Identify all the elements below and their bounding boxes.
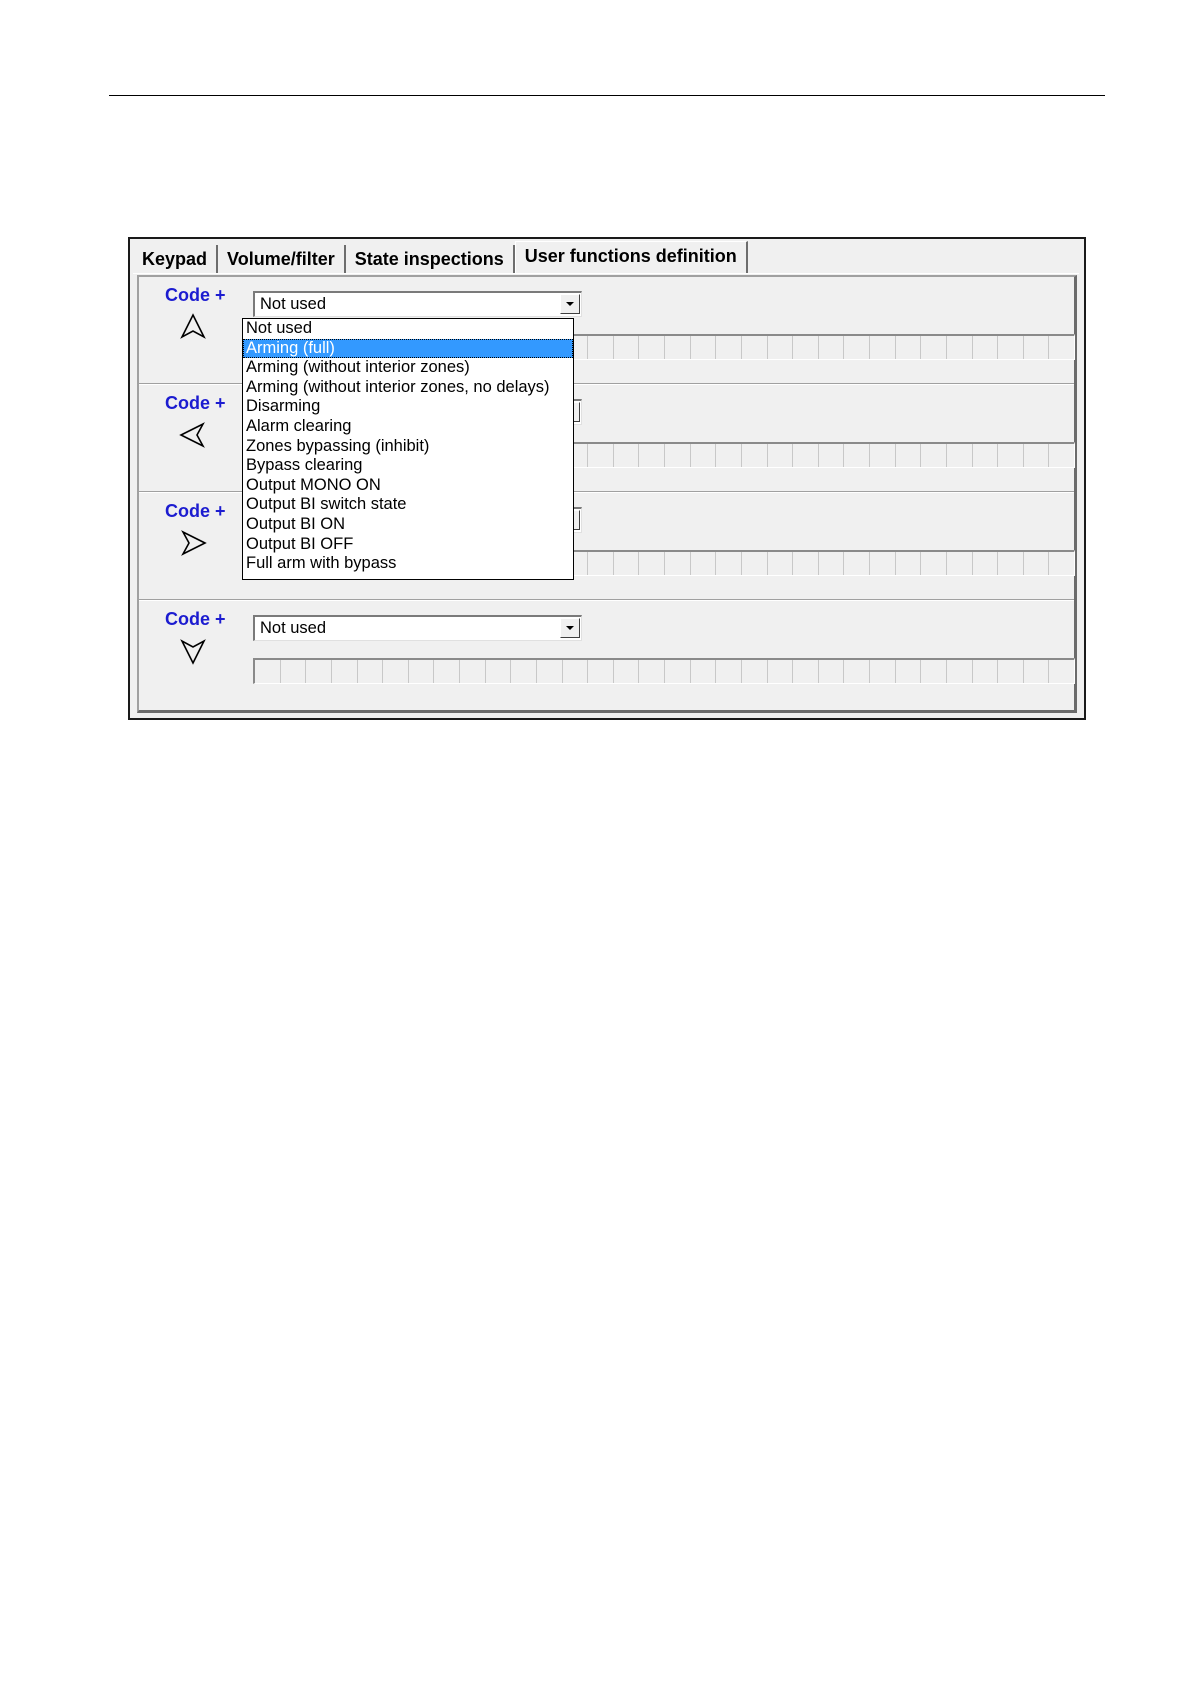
- sequence-cell[interactable]: [973, 552, 999, 575]
- sequence-cell[interactable]: [768, 336, 794, 359]
- sequence-cell[interactable]: [588, 552, 614, 575]
- sequence-cell[interactable]: [870, 552, 896, 575]
- sequence-cell[interactable]: [486, 660, 512, 683]
- sequence-cell[interactable]: [1049, 552, 1074, 575]
- sequence-cell[interactable]: [1024, 336, 1050, 359]
- sequence-cell[interactable]: [434, 660, 460, 683]
- code-plus-label: Code +: [165, 609, 226, 629]
- code-plus-label: Code +: [165, 393, 226, 413]
- sequence-cell[interactable]: [255, 660, 281, 683]
- sequence-cell[interactable]: [973, 336, 999, 359]
- down-arrow-icon: [178, 636, 208, 666]
- right-arrow-icon: [178, 528, 208, 558]
- sequence-cell[interactable]: [588, 660, 614, 683]
- function-select-value: Not used: [260, 619, 327, 637]
- sequence-cell[interactable]: [921, 444, 947, 467]
- left-arrow-icon: [178, 420, 208, 450]
- sequence-cell[interactable]: [460, 660, 486, 683]
- sequence-cell[interactable]: [921, 336, 947, 359]
- sequence-cell[interactable]: [742, 444, 768, 467]
- sequence-cell[interactable]: [998, 552, 1024, 575]
- dropdown-option[interactable]: Alarm clearing: [246, 416, 352, 435]
- tab-state-inspections[interactable]: State inspections: [346, 245, 515, 273]
- tab-keypad[interactable]: Keypad: [133, 245, 218, 273]
- tab-volume-filter[interactable]: Volume/filter: [218, 245, 346, 273]
- sequence-cell[interactable]: [947, 660, 973, 683]
- sequence-cell[interactable]: [998, 336, 1024, 359]
- sequence-cell[interactable]: [537, 660, 563, 683]
- dropdown-option[interactable]: Arming (without interior zones): [246, 358, 470, 377]
- function-select-value: Not used: [260, 295, 327, 313]
- sequence-cell[interactable]: [768, 660, 794, 683]
- dropdown-option[interactable]: Disarming: [246, 397, 321, 416]
- sequence-cell[interactable]: [639, 660, 665, 683]
- sequence-cell[interactable]: [332, 660, 358, 683]
- sequence-cell[interactable]: [921, 660, 947, 683]
- sequence-cell[interactable]: [281, 660, 307, 683]
- sequence-cell[interactable]: [383, 660, 409, 683]
- tab-user-functions-definition[interactable]: User functions definition: [515, 241, 748, 273]
- sequence-cell[interactable]: [1024, 444, 1050, 467]
- sequence-cell[interactable]: [844, 660, 870, 683]
- sequence-cell[interactable]: [1049, 336, 1074, 359]
- sequence-cell[interactable]: [639, 444, 665, 467]
- sequence-cell[interactable]: [691, 336, 717, 359]
- sequence-cell[interactable]: [691, 660, 717, 683]
- function-select-up[interactable]: [253, 291, 582, 317]
- sequence-cell[interactable]: [665, 552, 691, 575]
- code-plus-label: Code +: [165, 501, 226, 521]
- sequence-cell[interactable]: [1049, 444, 1074, 467]
- sequence-cell[interactable]: [716, 444, 742, 467]
- sequence-cell[interactable]: [1024, 552, 1050, 575]
- page-header-rule: [109, 95, 1105, 96]
- up-arrow-icon: [178, 312, 208, 342]
- sequence-cell[interactable]: [665, 660, 691, 683]
- sequence-cell[interactable]: [639, 552, 665, 575]
- sequence-cell[interactable]: [614, 444, 640, 467]
- sequence-field-down[interactable]: [253, 658, 1075, 684]
- function-select-down[interactable]: [253, 615, 582, 641]
- sequence-cell[interactable]: [614, 336, 640, 359]
- dropdown-option[interactable]: Output BI OFF: [246, 534, 354, 553]
- dropdown-option[interactable]: Output BI switch state: [246, 495, 407, 514]
- chevron-down-icon[interactable]: [560, 294, 580, 314]
- sequence-cell[interactable]: [742, 336, 768, 359]
- dropdown-option[interactable]: Output MONO ON: [246, 475, 381, 494]
- dropdown-option[interactable]: Full arm with bypass: [246, 554, 397, 573]
- chevron-down-icon[interactable]: [560, 618, 580, 638]
- sequence-cell[interactable]: [742, 660, 768, 683]
- dropdown-option[interactable]: Arming (without interior zones, no delays): [246, 377, 550, 396]
- sequence-cell[interactable]: [1049, 660, 1074, 683]
- sequence-cell[interactable]: [973, 444, 999, 467]
- sequence-cell[interactable]: [947, 444, 973, 467]
- sequence-cell[interactable]: [793, 660, 819, 683]
- function-dropdown-list[interactable]: [242, 318, 574, 580]
- sequence-cell[interactable]: [768, 444, 794, 467]
- sequence-cell[interactable]: [921, 552, 947, 575]
- sequence-cell[interactable]: [896, 444, 922, 467]
- sequence-cell[interactable]: [409, 660, 435, 683]
- sequence-cell[interactable]: [1024, 660, 1050, 683]
- sequence-cell[interactable]: [844, 444, 870, 467]
- sequence-cell[interactable]: [998, 444, 1024, 467]
- sequence-cell[interactable]: [870, 444, 896, 467]
- sequence-cell[interactable]: [896, 660, 922, 683]
- sequence-cell[interactable]: [563, 660, 589, 683]
- sequence-cell[interactable]: [768, 552, 794, 575]
- tab-strip-line: [133, 273, 1079, 274]
- sequence-cell[interactable]: [793, 444, 819, 467]
- sequence-cell[interactable]: [716, 336, 742, 359]
- sequence-cell[interactable]: [614, 552, 640, 575]
- sequence-cell[interactable]: [306, 660, 332, 683]
- function-row-down: [139, 601, 1074, 709]
- sequence-cell[interactable]: [844, 552, 870, 575]
- sequence-cell[interactable]: [793, 552, 819, 575]
- sequence-cell[interactable]: [819, 444, 845, 467]
- sequence-cell[interactable]: [896, 336, 922, 359]
- sequence-cell[interactable]: [947, 552, 973, 575]
- sequence-cell[interactable]: [691, 552, 717, 575]
- sequence-cell[interactable]: [665, 444, 691, 467]
- sequence-cell[interactable]: [947, 336, 973, 359]
- dropdown-option[interactable]: Bypass clearing: [246, 456, 363, 475]
- sequence-cell[interactable]: [691, 444, 717, 467]
- sequence-cell[interactable]: [588, 444, 614, 467]
- sequence-cell[interactable]: [665, 336, 691, 359]
- sequence-cell[interactable]: [870, 336, 896, 359]
- dropdown-option-highlighted[interactable]: Arming (full): [243, 339, 573, 359]
- dropdown-option[interactable]: Output BI ON: [246, 514, 346, 533]
- sequence-cell[interactable]: [973, 660, 999, 683]
- sequence-cell[interactable]: [819, 336, 845, 359]
- sequence-cell[interactable]: [511, 660, 537, 683]
- sequence-cell[interactable]: [844, 336, 870, 359]
- sequence-cell[interactable]: [716, 552, 742, 575]
- sequence-cell[interactable]: [588, 336, 614, 359]
- sequence-cell[interactable]: [998, 660, 1024, 683]
- sequence-cell[interactable]: [819, 660, 845, 683]
- sequence-cell[interactable]: [870, 660, 896, 683]
- tab-bar: [133, 241, 748, 271]
- sequence-cell[interactable]: [819, 552, 845, 575]
- sequence-cell[interactable]: [639, 336, 665, 359]
- dropdown-option[interactable]: Not used: [246, 319, 313, 337]
- sequence-cell[interactable]: [896, 552, 922, 575]
- code-plus-label: Code +: [165, 285, 226, 305]
- sequence-cell[interactable]: [358, 660, 384, 683]
- sequence-cell[interactable]: [793, 336, 819, 359]
- sequence-cell[interactable]: [716, 660, 742, 683]
- dropdown-option[interactable]: Zones bypassing (inhibit): [246, 436, 430, 455]
- sequence-cell[interactable]: [742, 552, 768, 575]
- sequence-cell[interactable]: [614, 660, 640, 683]
